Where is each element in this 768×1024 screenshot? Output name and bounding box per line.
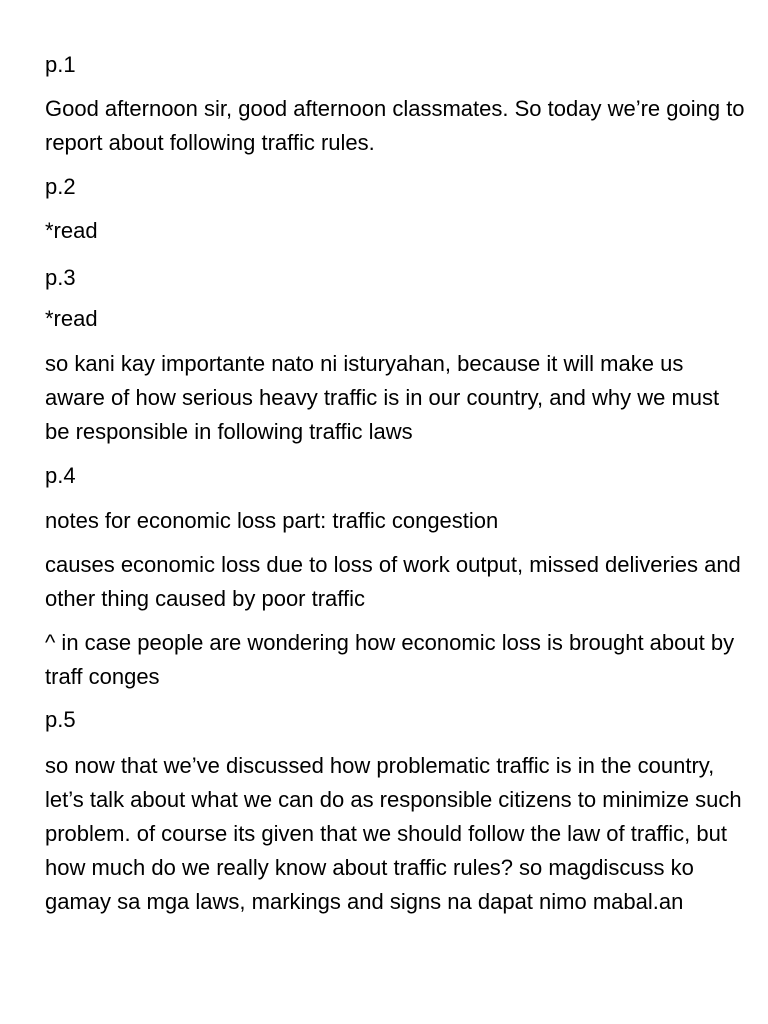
greeting-paragraph: Good afternoon sir, good afternoon classmates. So today we’re going to report about following traffic rules. bbox=[45, 96, 745, 155]
read-note-1: *read bbox=[45, 218, 98, 243]
page-marker-5: p.5 bbox=[45, 707, 76, 732]
traffic-rules-paragraph: so now that we’ve discussed how problematic traffic is in the country, let’s talk about what we can do as responsible citizens to minimize such problem. of course its given that we should follow the law of traffic, but how much do we really know about traffic rules? so magdiscuss ko gamay sa mga laws, markings and signs na dapat nimo mabal.an bbox=[45, 753, 742, 914]
page-marker-4: p.4 bbox=[45, 463, 76, 488]
page-marker-3: p.3 bbox=[45, 265, 76, 290]
economic-loss-notes-heading: notes for economic loss part: traffic congestion bbox=[45, 508, 499, 533]
page-marker-1: p.1 bbox=[45, 52, 76, 77]
economic-loss-cause-paragraph: causes economic loss due to loss of work output, missed deliveries and other thing caused by poor traffic bbox=[45, 552, 741, 611]
importance-paragraph: so kani kay importante nato ni isturyahan, because it will make us aware of how serious heavy traffic is in our country, and why we must be responsible in following traffic laws bbox=[45, 351, 720, 444]
economic-loss-clarification: ^ in case people are wondering how economic loss is brought about by traff conges bbox=[45, 630, 735, 689]
page-marker-2: p.2 bbox=[45, 174, 76, 199]
read-note-2: *read bbox=[45, 306, 98, 331]
